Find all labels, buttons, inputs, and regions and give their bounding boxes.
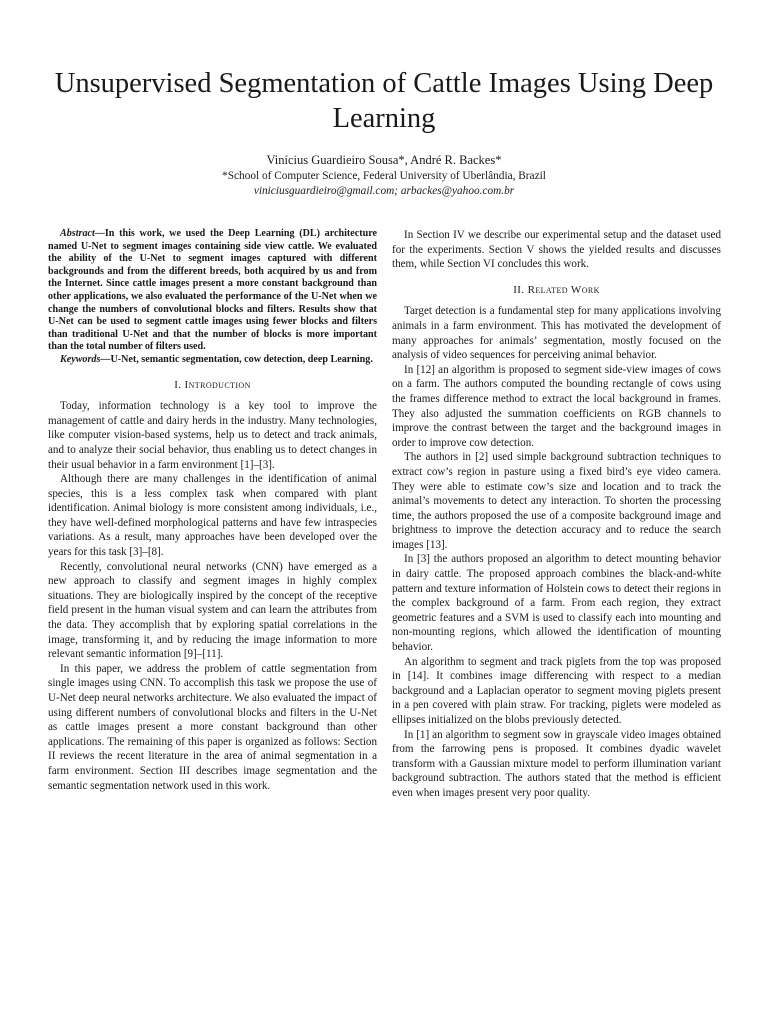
intro-paragraph-4: In this paper, we address the problem of cattle segmentation from single images using CNN. To accomplish this task we propose the use of U-Net deep neural networks architecture. We also evaluated the impact of using different numbers of convolutional blocks and filters in the U-Net as cattle images present a more constant background than other applications. The remaining of this paper is organized as follows: Section II reviews the recent literature in the area of animal segmentation in a farm environment. Section III describes image segmentation and the semantic segmentation network used in this work. [48, 662, 377, 792]
paper-emails: viniciusguardieiro@gmail.com; arbackes@yahoo.com.br [253, 185, 515, 197]
related-paragraph-2: In [12] an algorithm is proposed to segment side-view images of cows on a farm. The authors computed the bounding rectangle of cows using the frames difference method to extract the local background in frames. They also adjusted the summation coefficients on RGB channels to improve the contrast between the target and the background images in order to improve cow detection. [392, 363, 721, 449]
related-paragraph-6: In [1] an algorithm to segment sow in grayscale video images obtained from the farrowing pens is proposed. It combines dyadic wavelet transform with a Gaussian mixture model to perform illumination variant background subtraction. The authors stated that the method is efficient even when images present very poor quality. [392, 728, 721, 799]
related-paragraph-3: The authors in [2] used simple background subtraction techniques to extract cow’s region in pasture using a fixed bird’s eye video camera. They were able to estimate cow’s size and location and to track the animal’s movements to detect any interaction. To shorten the processing time, the authors proposed the use of a composite background image and brightness to improve the detection accuracy and to reduce the search images [13]. [392, 451, 721, 551]
intro-paragraph-4-continued: In Section IV we describe our experimental setup and the dataset used for the experiments. Section V shows the yielded results and discusses them, while Section VI concludes this work. [392, 229, 721, 271]
keywords-label: Keywords [60, 353, 101, 365]
left-column [48, 228, 377, 793]
related-paragraph-1: Target detection is a fundamental step for many applications involving animals in a farm environment. This has motivated the development of many approaches for animals’ segmentation, mostly focused on the analysis of video sequences for perceiving animal behavior. [392, 305, 721, 362]
paper-authors: Vinícius Guardieiro Sousa*, André R. Backes* [266, 153, 502, 167]
paper-affiliation: *School of Computer Science, Federal University of Uberlândia, Brazil [222, 170, 546, 182]
section-heading-introduction: I. Introduction [174, 378, 251, 391]
paper-title: Unsupervised Segmentation of Cattle Images Using Deep Learning [54, 68, 714, 134]
related-paragraph-5: An algorithm to segment and track piglets from the top was proposed in [14]. It combines image differencing with respect to a median background and a Laplacian operator to segment moving piglets present in a pen covered with plain straw. For tracking, piglets were modeled as ellipses initialized on the blobs previously detected. [392, 655, 721, 726]
section-heading-related-work: II. Related Work [513, 283, 600, 296]
right-column [392, 228, 721, 801]
keywords-text: —U-Net, semantic segmentation, cow detection, deep Learning. [100, 353, 373, 365]
related-paragraph-4: In [3] the authors proposed an algorithm to detect mounting behavior in dairy cattle. The proposed approach combines the black-and-white pattern and texture information of Holstein cows to detect their regions in the complex background of a farm. From each region, they extract geometric features and a SVM is used to classify each into mounting and non-mounting regions, which allowed the identification of mounting behavior. [392, 553, 721, 654]
abstract-text: —In this work, we used the Deep Learning (DL) architecture named U-Net to segment images containing side view cattle. We evaluated the ability of the U-Net to segment images captured with different backgrounds and from the different breeds, both acquired by us and from the Internet. Since cattle images present a more constant background than other applications, we also evaluated the performance of the U-Net when we change the numbers of convolutional blocks and filters. Results show that U-Net can be used to segment cattle images using fewer blocks and filters than traditional U-Net and that the number of blocks is more important than the total number of filters used. [48, 228, 377, 353]
keywords [48, 354, 377, 367]
intro-paragraph-3: Recently, convolutional neural networks (CNN) have emerged as a new approach to classify and segment images in highly complex situations. They are biologically inspired by the concept of the receptive field present in the human visual system and can learn the attributes from the data. They accomplish that by exploring spatial correlations in the image, transforming it, and by reducing the image information to more relevant semantic information [9]–[11]. [48, 560, 377, 661]
abstract-label: Abstract [60, 228, 95, 239]
intro-paragraph-1: Today, information technology is a key tool to improve the management of cattle and dairy herds in the industry. Many technologies, like computer vision-based systems, help us to detect and track animals, and to analyze their social behavior, thus enabling us to detect changes in their usual behavior in a farm environment [1]–[3]. [48, 400, 377, 471]
intro-paragraph-2: Although there are many challenges in the identification of animal species, this is a less complex task when compared with plant identification. Animal biology is more consistent among individuals, i.e., they have well-defined morphological patterns and have few intraspecies variations. As a result, many approaches have been developed over the years for this task [3]–[8]. [48, 473, 377, 559]
abstract [48, 228, 377, 354]
